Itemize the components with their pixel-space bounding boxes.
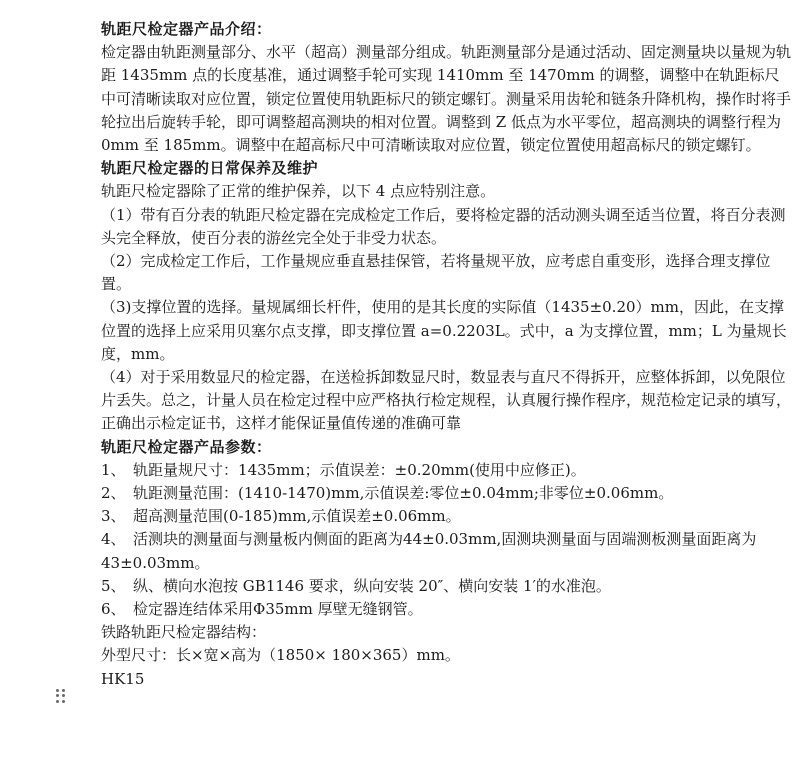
maintenance-item: （1）带有百分表的轨距尺检定器在完成检定工作后，要将检定器的活动测头调至适当位置，将百分表测头完全释放，使百分表的游丝完全处于非受力状态。 xyxy=(101,205,786,247)
intro-heading: 轨距尺检定器产品介绍： xyxy=(101,20,272,38)
param-item: 6、 检定器连结体采用Φ35mm 厚壁无缝钢管。 xyxy=(101,600,423,619)
structure-dimensions: 外型尺寸：长×宽×高为（1850× 180×365）mm。 xyxy=(101,646,460,665)
model-label: HK15 xyxy=(101,669,145,688)
param-item: 3、 超高测量范围(0-185)mm,示值误差±0.06mm。 xyxy=(101,507,461,526)
maintenance-item: （3)支撑位置的选择。量规属细长杆件，使用的是其长度的实际值（1435±0.20）mm，因此，在支撑位置的选择上应采用贝塞尔点支撑，即支撑位置 a=0.2203L。式中，a 为支撑位置，mm；L 为量规长度，mm。 xyxy=(101,298,787,363)
params-heading: 轨距尺检定器产品参数： xyxy=(101,437,272,456)
maintenance-item: （4）对于采用数显尺的检定器，在送检拆卸数显尺时，数显表与直尺不得拆开，应整体拆卸，以免限位片丢失。总之，计量人员在检定过程中应严格执行检定规程，认真履行操作程序，规范检定记录的填写，正确出示检定证书，这样才能保证量值传递的准确可靠 xyxy=(101,368,792,433)
maintenance-intro: 轨距尺检定器除了正常的维护保养，以下 4 点应特别注意。 xyxy=(101,182,496,201)
maintenance-item: （2）完成检定工作后，工作量规应垂直悬挂保管，若将量规平放，应考虑自重变形，选择合理支撑位置。 xyxy=(101,252,771,294)
structure-label: 铁路轨距尺检定器结构： xyxy=(101,623,267,642)
param-item: 2、 轨距测量范围：(1410-1470)mm,示值误差:零位±0.04mm;非零位±0.06mm。 xyxy=(101,484,674,503)
param-item: 5、 纵、横向水泡按 GB1146 要求，纵向安装 20″、横向安装 1′的水准泡。 xyxy=(101,576,611,595)
maintenance-heading: 轨距尺检定器的日常保养及维护 xyxy=(101,159,319,178)
drag-handle-icon[interactable] xyxy=(56,689,68,703)
param-item: 4、 活测块的测量面与测量板内侧面的距离为44±0.03mm,固测块测量面与固端测板测量面距离为 43±0.03mm。 xyxy=(101,530,757,572)
param-item: 1、 轨距量规尺寸：1435mm；示值误差：±0.20mm(使用中应修正)。 xyxy=(101,460,586,479)
document-body xyxy=(101,18,791,691)
intro-paragraph: 检定器由轨距测量部分、水平（超高）测量部分组成。轨距测量部分是通过活动、固定测量块以量规为轨距 1435mm 点的长度基准，通过调整手轮可实现 1410mm 至 1470mm 的调整，调整中在轨距标尺中可清晰读取对应位置，锁定位置使用轨距标尺的锁定螺钉。测量采用齿轮和链条升降机构，操作时将手轮拉出后旋转手轮，即可调整超高测块的相对位置。调整到 Z 低点为水平零位，超高测块的调整行程为 0mm 至 185mm。调整中在超高标尺中可清晰读取对应位置，锁定位置使用超高标尺的锁定螺钉。 xyxy=(101,43,792,155)
